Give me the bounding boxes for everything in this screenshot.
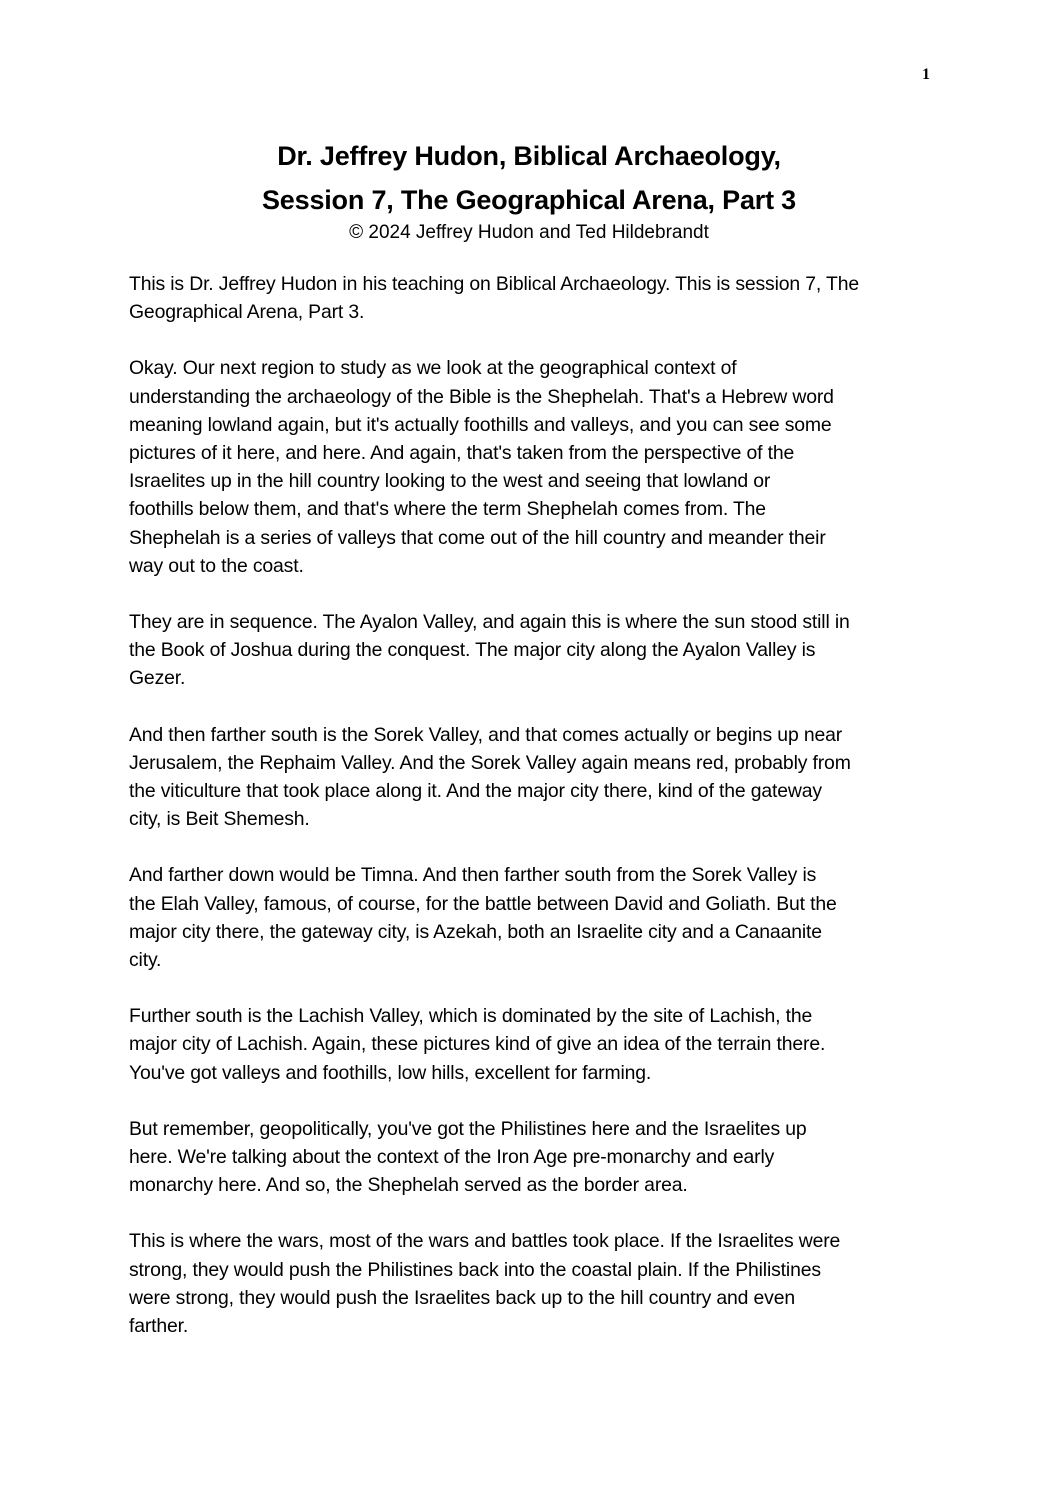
body-text [129,270,934,1368]
paragraph [129,1002,934,1087]
paragraph-line: major city of Lachish. Again, these pictures kind of give an idea of the terrain there. [129,1033,826,1056]
paragraph-line: This is where the wars, most of the wars and battles took place. If the Israelites were [129,1230,841,1253]
paragraph-line: the viticulture that took place along it. And the major city there, kind of the gateway [129,780,822,803]
paragraph-line: farther. [129,1315,189,1338]
paragraph-line: Okay. Our next region to study as we look at the geographical context of [129,357,737,380]
paragraph-line: And farther down would be Timna. And then farther south from the Sorek Valley is [129,864,817,887]
paragraph-line: the Elah Valley, famous, of course, for the battle between David and Goliath. But the [129,892,837,915]
page-number: 1 [922,66,930,83]
copyright-notice: © 2024 Jeffrey Hudon and Ted Hildebrandt [349,222,709,243]
title-block [0,134,1058,246]
document-title-line-1: Dr. Jeffrey Hudon, Biblical Archaeology, [277,141,781,171]
paragraph-line: city, is Beit Shemesh. [129,808,310,831]
paragraph-line: Further south is the Lachish Valley, which is dominated by the site of Lachish, the [129,1005,813,1028]
document-title-line-2: Session 7, The Geographical Arena, Part 3 [262,185,796,215]
paragraph [129,721,934,834]
paragraph-line: were strong, they would push the Israelites back up to the hill country and even [129,1286,795,1309]
paragraph-line: Shephelah is a series of valleys that come out of the hill country and meander their [129,526,826,549]
paragraph [129,270,934,326]
paragraph-line: They are in sequence. The Ayalon Valley, and again this is where the sun stood still in [129,611,850,634]
paragraph-line: way out to the coast. [129,554,304,577]
paragraph [129,861,934,974]
paragraph-line: monarchy here. And so, the Shephelah served as the border area. [129,1174,688,1197]
paragraph-line: Gezer. [129,667,186,690]
paragraph-line: But remember, geopolitically, you've got the Philistines here and the Israelites up [129,1117,807,1140]
paragraph-line: Geographical Arena, Part 3. [129,301,365,324]
paragraph-line: the Book of Joshua during the conquest. The major city along the Ayalon Valley is [129,639,816,662]
paragraph [129,1115,934,1200]
paragraph-line: Israelites up in the hill country looking to the west and seeing that lowland or [129,470,771,493]
paragraph-line: And then farther south is the Sorek Valley, and that comes actually or begins up near [129,723,843,746]
paragraph-line: major city there, the gateway city, is Azekah, both an Israelite city and a Canaanite [129,920,822,943]
paragraph-line: foothills below them, and that's where the term Shephelah comes from. The [129,498,766,521]
paragraph-line: here. We're talking about the context of the Iron Age pre-monarchy and early [129,1146,775,1169]
paragraph [129,1227,934,1340]
paragraph-line: Jerusalem, the Rephaim Valley. And the Sorek Valley again means red, probably from [129,751,851,774]
paragraph-line: city. [129,949,162,972]
paragraph-line: This is Dr. Jeffrey Hudon in his teaching on Biblical Archaeology. This is session 7, The [129,273,859,295]
paragraph-line: strong, they would push the Philistines back into the coastal plain. If the Philistines [129,1258,821,1281]
paragraph-line: meaning lowland again, but it's actually foothills and valleys, and you can see some [129,413,832,436]
paragraph-line: pictures of it here, and here. And again, that's taken from the perspective of the [129,442,795,465]
paragraph-line: You've got valleys and foothills, low hills, excellent for farming. [129,1061,652,1084]
paragraph [129,354,934,580]
paragraph [129,608,934,693]
paragraph-line: understanding the archaeology of the Bible is the Shephelah. That's a Hebrew word [129,385,834,408]
